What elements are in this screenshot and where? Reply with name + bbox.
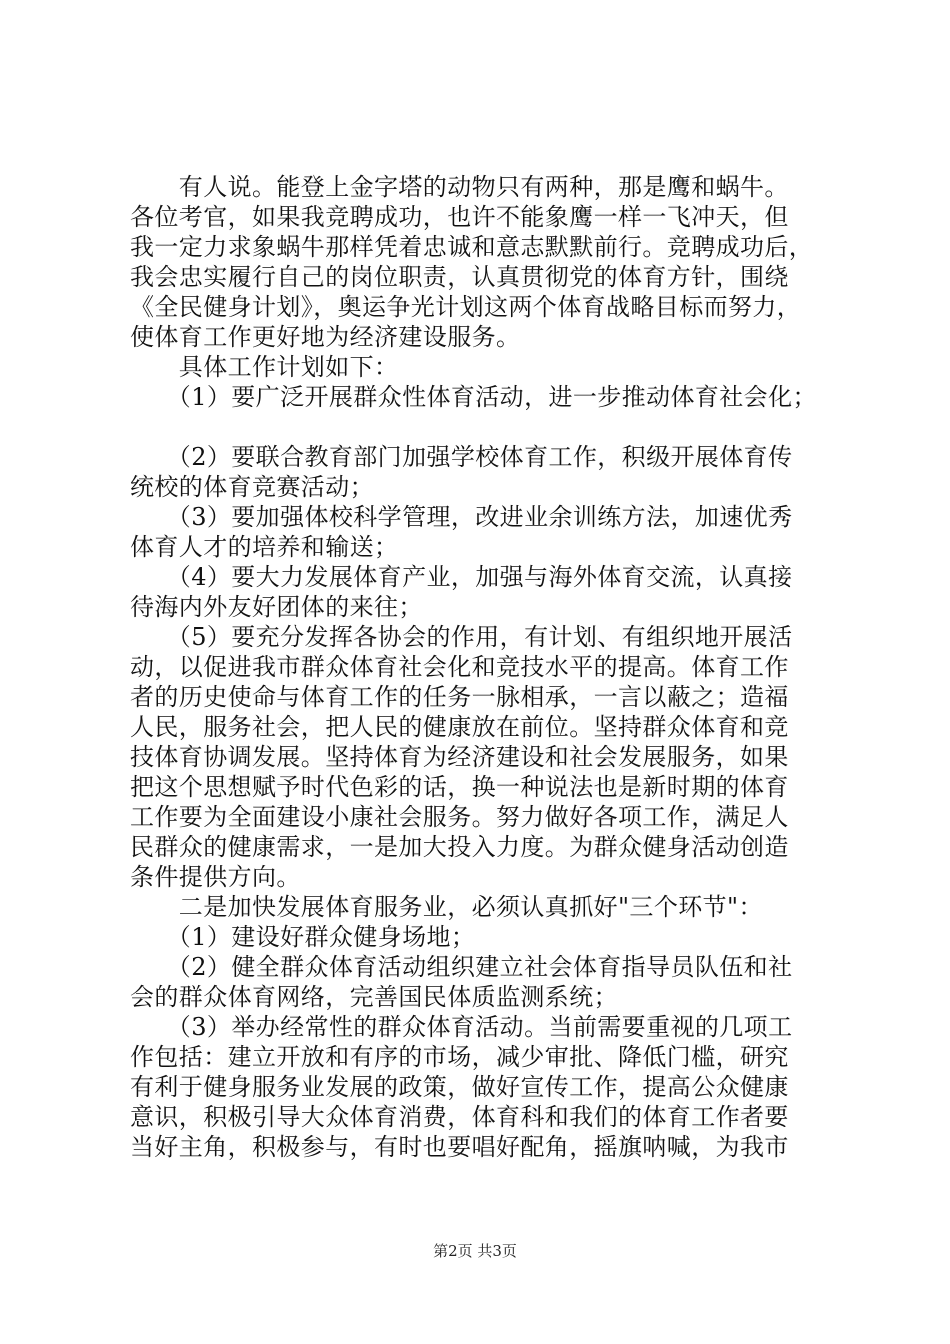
text-line: 各位考官，如果我竞聘成功，也许不能象鹰一样一飞冲天，但 [130,203,789,231]
text-line: （5）要充分发挥各协会的作用，有计划、有组织地开展活 [130,623,793,651]
text-line: （2）健全群众体育活动组织建立社会体育指导员队伍和社 [130,953,793,981]
text-line: 有人说。能登上金字塔的动物只有两种，那是鹰和蜗牛。 [130,173,789,201]
text-line: 条件提供方向。 [130,863,301,891]
text-line: 动，以促进我市群众体育社会化和竞技水平的提高。体育工作 [130,653,789,681]
text-line: 待海内外友好团体的来往； [130,593,423,621]
text-line: 当好主角，积极参与，有时也要唱好配角，摇旗呐喊，为我市 [130,1133,789,1161]
text-line: 作包括：建立开放和有序的市场，减少审批、降低门槛，研究 [130,1043,789,1071]
text-line: （3）举办经常性的群众体育活动。当前需要重视的几项工 [130,1013,793,1041]
text-line: （4）要大力发展体育产业，加强与海外体育交流，认真接 [130,563,793,591]
text-line: 统校的体育竞赛活动； [130,473,374,501]
text-line: 《全民健身计划》，奥运争光计划这两个体育战略目标而努力， [130,293,802,321]
text-line: （2）要联合教育部门加强学校体育工作，积级开展体育传 [130,443,793,471]
text-line: （1）要广泛开展群众性体育活动，进一步推动体育社会化； [130,383,817,411]
text-line: 把这个思想赋予时代色彩的话，换一种说法也是新时期的体育 [130,773,789,801]
text-line: 技体育协调发展。坚持体育为经济建设和社会发展服务，如果 [130,743,789,771]
text-line: 二是加快发展体育服务业，必须认真抓好"三个环节"： [130,893,763,921]
blank-line [130,412,830,442]
text-line: 意识，积极引导大众体育消费，体育科和我们的体育工作者要 [130,1103,789,1131]
text-line: （3）要加强体校科学管理，改进业余训练方法，加速优秀 [130,503,793,531]
text-line: 工作要为全面建设小康社会服务。努力做好各项工作，满足人 [130,803,789,831]
text-line: 民群众的健康需求，一是加大投入力度。为群众健身活动创造 [130,833,789,861]
text-line: 我会忠实履行自己的岗位职责，认真贯彻党的体育方针，围绕 [130,263,789,291]
text-line: 会的群众体育网络，完善国民体质监测系统； [130,983,618,1011]
text-line: 有利于健身服务业发展的政策，做好宣传工作，提高公众健康 [130,1073,789,1101]
text-line: 使体育工作更好地为经济建设服务。 [130,323,521,351]
text-line: 我一定力求象蜗牛那样凭着忠诚和意志默默前行。竞聘成功后， [130,233,814,261]
text-line: 具体工作计划如下： [130,353,399,381]
text-line: 人民，服务社会，把人民的健康放在前位。坚持群众体育和竞 [130,713,789,741]
document-body [130,172,830,1162]
page-number-footer: 第2页 共3页 [433,1242,517,1260]
text-line: 体育人才的培养和输送； [130,533,399,561]
text-line: 者的历史使命与体育工作的任务一脉相承，一言以蔽之；造福 [130,683,789,711]
text-line: （1）建设好群众健身场地； [130,923,476,951]
